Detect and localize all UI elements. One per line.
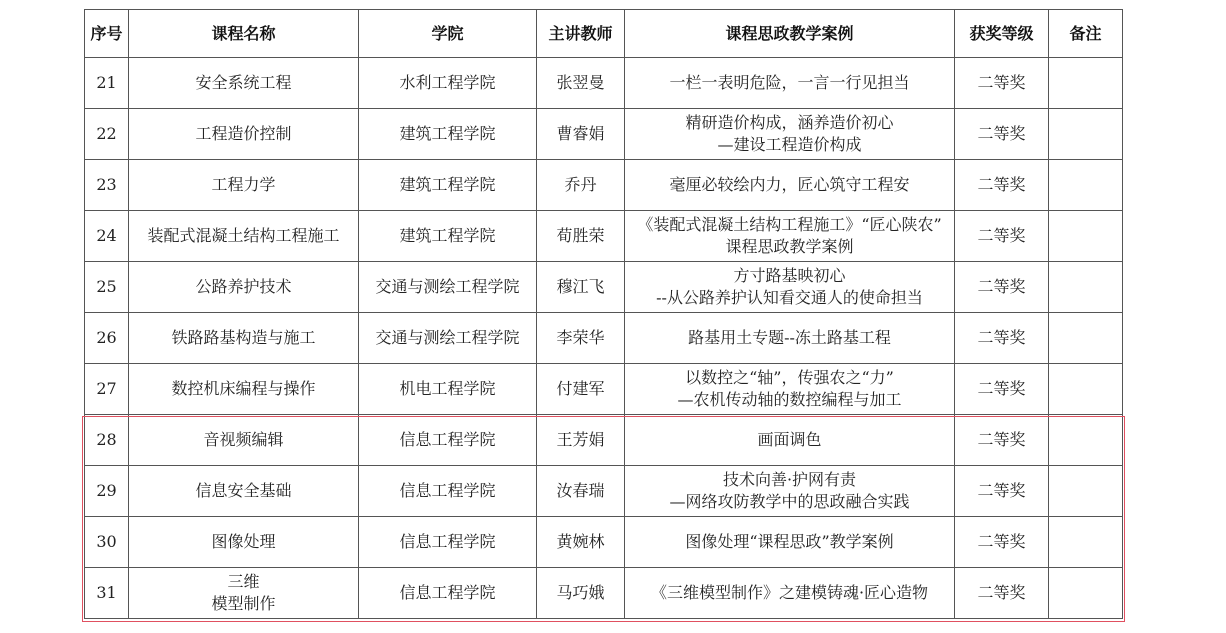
cell-course-name: [129, 160, 359, 211]
cell-case-line: 《三维模型制作》之建模铸魂·匠心造物: [650, 583, 929, 602]
table-row: [85, 160, 1123, 211]
cell-note: [1049, 568, 1123, 619]
cell-award-level: 二等奖: [955, 262, 1049, 313]
cell-note: [1049, 415, 1123, 466]
cell-case: [625, 313, 955, 364]
cell-course-name: [129, 313, 359, 364]
cell-award-level: 二等奖: [955, 160, 1049, 211]
cell-teacher: 荀胜荣: [537, 211, 625, 262]
cell-college: 信息工程学院: [359, 568, 537, 619]
cell-award-level: 二等奖: [955, 466, 1049, 517]
cell-college: 水利工程学院: [359, 58, 537, 109]
cell-teacher: 付建军: [537, 364, 625, 415]
cell-case: [625, 415, 955, 466]
cell-index: 26: [85, 313, 129, 364]
cell-award-level: 二等奖: [955, 58, 1049, 109]
cell-case: [625, 109, 955, 160]
cell-index: 30: [85, 517, 129, 568]
cell-teacher: 王芳娟: [537, 415, 625, 466]
cell-index: 22: [85, 109, 129, 160]
cell-course-name: [129, 568, 359, 619]
table-body: [85, 58, 1123, 619]
cell-course-name-line: 安全系统工程: [195, 73, 292, 92]
cell-course-name-line: 图像处理: [211, 532, 276, 551]
cell-index: 21: [85, 58, 129, 109]
table-row: [85, 415, 1123, 466]
cell-case: [625, 466, 955, 517]
cell-college: 建筑工程学院: [359, 109, 537, 160]
cell-course-name-line: 信息安全基础: [195, 481, 292, 500]
cell-note: [1049, 517, 1123, 568]
cell-case-line: 精研造价构成，涵养造价初心: [685, 113, 894, 132]
cell-note: [1049, 313, 1123, 364]
cell-note: [1049, 160, 1123, 211]
table-row: [85, 313, 1123, 364]
cell-case-line: 课程思政教学案例: [725, 237, 854, 256]
cell-college: 机电工程学院: [359, 364, 537, 415]
cell-college: 建筑工程学院: [359, 211, 537, 262]
cell-case-line: --从公路养护认知看交通人的使命担当: [656, 288, 923, 307]
cell-college: 交通与测绘工程学院: [359, 313, 537, 364]
header-award-level: 获奖等级: [955, 10, 1049, 58]
cell-course-name-line: 铁路路基构造与施工: [171, 328, 316, 347]
cell-case: [625, 160, 955, 211]
cell-index: 27: [85, 364, 129, 415]
awards-table: [84, 9, 1123, 619]
cell-course-name-line: 音视频编辑: [203, 430, 284, 449]
cell-case-line: 一栏一表明危险，一言一行见担当: [669, 73, 910, 92]
header-index: 序号: [85, 10, 129, 58]
cell-course-name: [129, 58, 359, 109]
cell-award-level: 二等奖: [955, 568, 1049, 619]
header-row: [85, 10, 1123, 58]
header-college: 学院: [359, 10, 537, 58]
cell-case: [625, 211, 955, 262]
cell-course-name-line: 工程力学: [211, 175, 276, 194]
cell-note: [1049, 109, 1123, 160]
cell-college: 建筑工程学院: [359, 160, 537, 211]
table-row: [85, 211, 1123, 262]
header-case: 课程思政教学案例: [625, 10, 955, 58]
header-course-name: 课程名称: [129, 10, 359, 58]
cell-course-name-line: 工程造价控制: [195, 124, 292, 143]
cell-teacher: 马巧娥: [537, 568, 625, 619]
cell-award-level: 二等奖: [955, 415, 1049, 466]
cell-index: 31: [85, 568, 129, 619]
cell-index: 28: [85, 415, 129, 466]
table-row: [85, 109, 1123, 160]
cell-teacher: 穆江飞: [537, 262, 625, 313]
cell-award-level: 二等奖: [955, 313, 1049, 364]
cell-case-line: 以数控之“轴”，传强农之“力”: [685, 368, 894, 387]
cell-college: 信息工程学院: [359, 466, 537, 517]
cell-college: 信息工程学院: [359, 517, 537, 568]
table-row: [85, 364, 1123, 415]
cell-index: 25: [85, 262, 129, 313]
cell-course-name-line: 三维: [227, 572, 260, 591]
cell-case-line: 毫厘必较绘内力，匠心筑守工程安: [669, 175, 910, 194]
cell-course-name: [129, 517, 359, 568]
cell-award-level: 二等奖: [955, 109, 1049, 160]
cell-course-name: [129, 109, 359, 160]
header-note: 备注: [1049, 10, 1123, 58]
cell-note: [1049, 211, 1123, 262]
table-row: [85, 58, 1123, 109]
cell-index: 29: [85, 466, 129, 517]
cell-course-name-line: 装配式混凝土结构工程施工: [147, 226, 340, 245]
cell-case-line: —农机传动轴的数控编程与加工: [677, 390, 902, 409]
cell-note: [1049, 364, 1123, 415]
cell-teacher: 曹睿娟: [537, 109, 625, 160]
table-row: [85, 568, 1123, 619]
cell-course-name-line: 模型制作: [211, 594, 276, 613]
cell-case: [625, 517, 955, 568]
cell-index: 23: [85, 160, 129, 211]
table-row: [85, 262, 1123, 313]
cell-teacher: 乔丹: [537, 160, 625, 211]
cell-course-name: [129, 262, 359, 313]
cell-course-name: [129, 364, 359, 415]
cell-case-line: —建设工程造价构成: [717, 135, 862, 154]
header-teacher: 主讲教师: [537, 10, 625, 58]
table-row: [85, 517, 1123, 568]
cell-award-level: 二等奖: [955, 211, 1049, 262]
cell-award-level: 二等奖: [955, 364, 1049, 415]
cell-teacher: 汝春瑞: [537, 466, 625, 517]
cell-case-line: 画面调色: [757, 430, 822, 449]
cell-case: [625, 568, 955, 619]
cell-note: [1049, 466, 1123, 517]
cell-course-name-line: 数控机床编程与操作: [171, 379, 316, 398]
cell-case-line: —网络攻防教学中的思政融合实践: [669, 492, 910, 511]
cell-case-line: 方寸路基映初心: [733, 266, 846, 285]
cell-case: [625, 262, 955, 313]
cell-course-name: [129, 415, 359, 466]
cell-case: [625, 364, 955, 415]
cell-note: [1049, 58, 1123, 109]
table-row: [85, 466, 1123, 517]
cell-index: 24: [85, 211, 129, 262]
cell-note: [1049, 262, 1123, 313]
cell-teacher: 张翌曼: [537, 58, 625, 109]
cell-college: 交通与测绘工程学院: [359, 262, 537, 313]
cell-course-name: [129, 466, 359, 517]
cell-award-level: 二等奖: [955, 517, 1049, 568]
cell-case-line: 图像处理“课程思政”教学案例: [685, 532, 894, 551]
cell-course-name: [129, 211, 359, 262]
cell-case: [625, 58, 955, 109]
cell-teacher: 黄婉林: [537, 517, 625, 568]
cell-course-name-line: 公路养护技术: [195, 277, 292, 296]
cell-teacher: 李荣华: [537, 313, 625, 364]
cell-case-line: 《装配式混凝土结构工程施工》“匠心陕农”: [637, 215, 942, 234]
cell-college: 信息工程学院: [359, 415, 537, 466]
cell-case-line: 路基用土专题--冻土路基工程: [688, 328, 891, 347]
cell-case-line: 技术向善·护网有责: [722, 470, 857, 489]
